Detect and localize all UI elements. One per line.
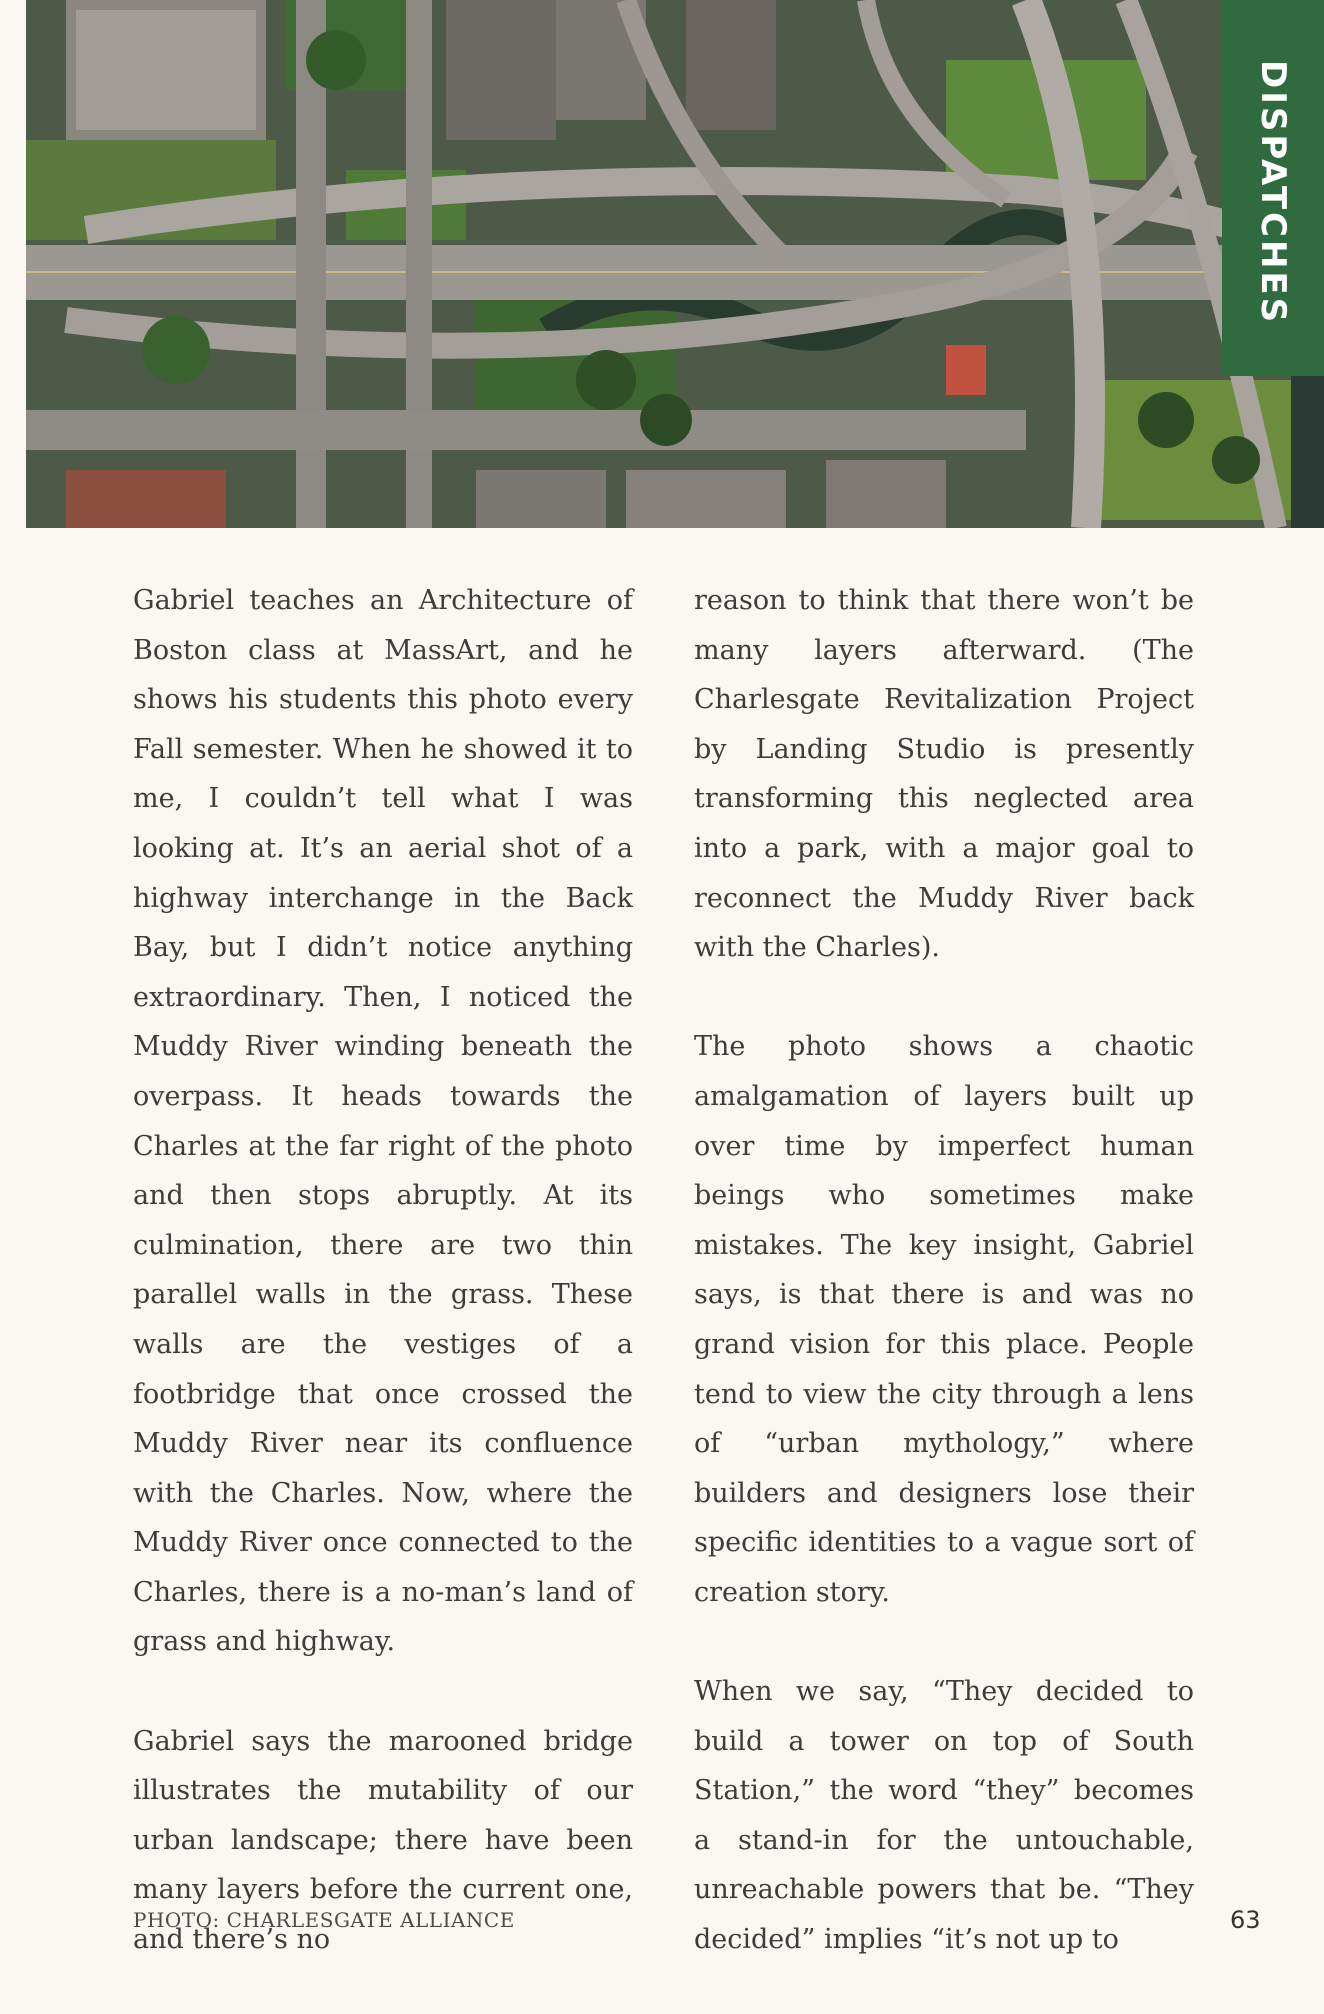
page-number: 63 — [1230, 1906, 1261, 1934]
aerial-photo-icon — [26, 0, 1324, 528]
paragraph: Gabriel says the marooned bridge illustrates the mutability of our urban landscape; there have been many layers before the current one, and there’s no — [133, 1725, 633, 1956]
right-text-column — [694, 576, 1194, 2014]
section-tab-label: DISPATCHES — [1253, 60, 1293, 326]
paragraph: When we say, “They decided to build a tower on top of South Station,” the word “they” becomes a stand-in for the untouchable, unreachable powers that be. “They decided” implies “it’s not up to — [694, 1676, 1194, 1956]
paragraph: reason to think that there won’t be many layers afterward. (The Charlesgate Revitalization Project by Landing Studio is presently transforming this neglected area into a park, with a major goal to reconnect the Muddy River back with the Charles). — [694, 585, 1194, 964]
paragraph: Gabriel teaches an Architecture of Boston class at MassArt, and he shows his students this photo every Fall semester. When he showed it to me, I couldn’t tell what I was looking at. It’s an aerial shot of a highway interchange in the Back Bay, but I didn’t notice anything extraordinary. Then, I noticed the Muddy River winding beneath the overpass. It heads towards the Charles at the far right of the photo and then stops abruptly. At its culmination, there are two thin parallel walls in the grass. These walls are the vestiges of a footbridge that once crossed the Muddy River near its confluence with the Charles. Now, where the Muddy River once connected to the Charles, there is a no-man’s land of grass and highway. — [133, 585, 633, 1658]
paragraph: The photo shows a chaotic amalgamation of layers built up over time by imperfect human beings who sometimes make mistakes. The key insight, Gabriel says, is that there is and was no grand vision for this place. People tend to view the city through a lens of “urban mythology,” where builders and designers lose their specific identities to a vague sort of creation story. — [694, 1031, 1194, 1608]
aerial-photo — [26, 0, 1324, 528]
left-text-column — [133, 576, 633, 2014]
photo-credit: PHOTO: CHARLESGATE ALLIANCE — [133, 1908, 515, 1932]
